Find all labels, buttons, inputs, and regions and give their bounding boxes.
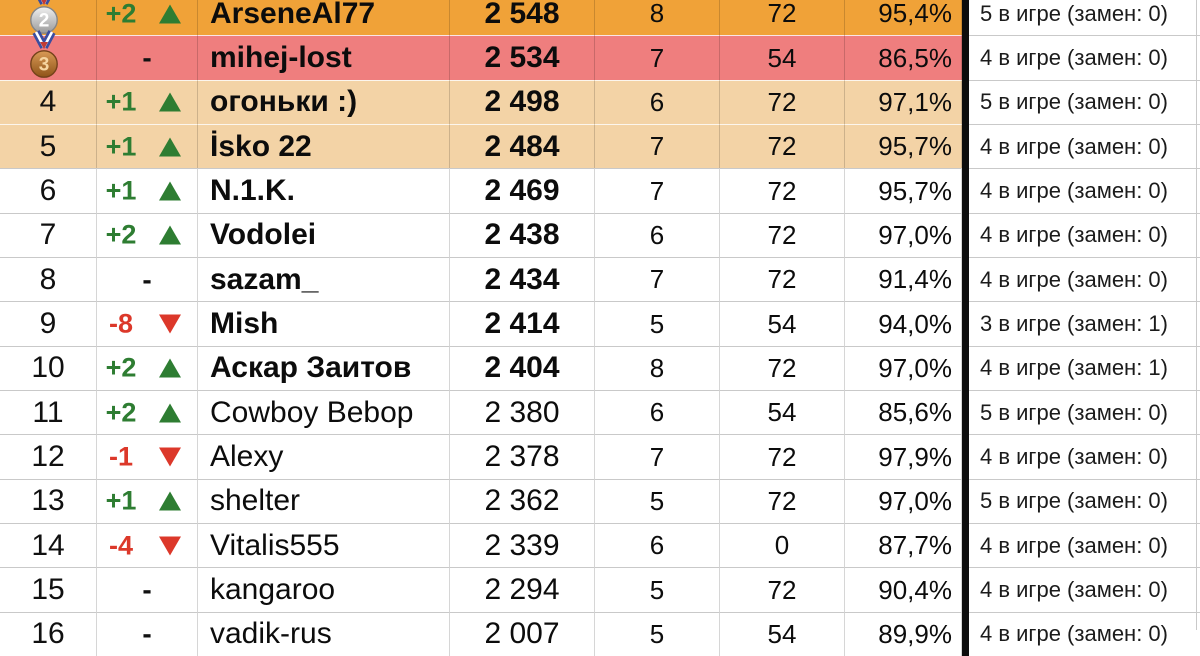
player-name[interactable] [198, 301, 450, 345]
percent-cell [845, 479, 962, 523]
games-value: 6 [649, 530, 665, 561]
percent-value: 85,6% [878, 397, 952, 428]
player-name[interactable] [198, 390, 450, 434]
points-cell [720, 124, 845, 168]
points-value: 72 [767, 86, 797, 117]
points-cell [720, 612, 845, 656]
table-row [0, 124, 1200, 168]
games-cell [595, 390, 720, 434]
player-name[interactable] [198, 0, 450, 35]
rank-change-value: +2 [105, 0, 137, 29]
rank-change-value: +1 [105, 485, 137, 516]
rating-cell [450, 479, 595, 523]
rank-number: 4 [39, 85, 57, 119]
percent-cell [845, 523, 962, 567]
status-cell [969, 479, 1200, 523]
percent-cell [845, 567, 962, 611]
rank-cell [0, 479, 97, 523]
rank-number: 14 [31, 528, 65, 562]
change-cell [97, 301, 198, 345]
status-text: 4 в игре (замен: 0) [980, 222, 1168, 248]
rank-cell [0, 612, 97, 656]
table-row [0, 0, 1200, 35]
rating-value: 2 414 [484, 307, 560, 341]
points-cell [720, 80, 845, 124]
points-value: 54 [767, 308, 797, 339]
percent-cell [845, 612, 962, 656]
table-row [0, 213, 1200, 257]
table-row [0, 390, 1200, 434]
status-cell [969, 567, 1200, 611]
no-change-dash: - [142, 574, 152, 606]
table-row [0, 80, 1200, 124]
table-row [0, 523, 1200, 567]
up-arrow-icon [159, 4, 181, 23]
rank-change-value: +1 [105, 131, 137, 162]
rank-cell [0, 523, 97, 567]
status-text: 4 в игре (замен: 0) [980, 621, 1168, 647]
up-arrow-icon [159, 137, 181, 156]
player-name[interactable] [198, 124, 450, 168]
points-value: 72 [767, 264, 797, 295]
status-cell [969, 35, 1200, 79]
player-name[interactable] [198, 346, 450, 390]
player-name-text: огоньки :) [210, 85, 358, 119]
rank-number: 7 [39, 218, 57, 252]
rank-number: 15 [31, 573, 65, 607]
change-cell [97, 124, 198, 168]
rank-change-value: -8 [108, 308, 133, 339]
percent-value: 97,9% [878, 441, 952, 472]
percent-value: 95,4% [878, 0, 952, 29]
table-row [0, 479, 1200, 523]
rating-value: 2 339 [484, 528, 560, 562]
rating-value: 2 498 [484, 85, 560, 119]
games-value: 6 [649, 397, 665, 428]
rank-cell [0, 168, 97, 212]
games-value: 7 [649, 175, 665, 206]
up-arrow-icon [159, 93, 181, 112]
table-row [0, 35, 1200, 79]
games-cell [595, 0, 720, 35]
status-text: 5 в игре (замен: 0) [980, 399, 1168, 425]
percent-cell [845, 301, 962, 345]
points-cell [720, 257, 845, 301]
percent-value: 87,7% [878, 530, 952, 561]
games-cell [595, 612, 720, 656]
percent-cell [845, 0, 962, 35]
rank-number: 10 [31, 351, 65, 385]
player-name-text: mihej-lost [210, 41, 352, 75]
points-value: 54 [767, 42, 797, 73]
rank-change-value: +2 [105, 219, 137, 250]
percent-cell [845, 257, 962, 301]
percent-cell [845, 213, 962, 257]
rating-cell [450, 168, 595, 212]
rating-cell [450, 612, 595, 656]
games-cell [595, 301, 720, 345]
vertical-black-divider [962, 0, 969, 630]
player-name-text: Vodolei [210, 218, 317, 252]
player-name-text: Mish [210, 307, 279, 341]
games-value: 6 [649, 86, 665, 117]
rank-cell [0, 390, 97, 434]
percent-cell [845, 346, 962, 390]
rating-cell [450, 346, 595, 390]
no-change-dash: - [142, 618, 152, 650]
points-cell [720, 168, 845, 212]
percent-value: 97,0% [878, 352, 952, 383]
rating-cell [450, 80, 595, 124]
player-name-text: ArseneAl77 [210, 0, 376, 30]
games-value: 5 [649, 485, 665, 516]
points-value: 72 [767, 0, 797, 29]
points-value: 72 [767, 485, 797, 516]
status-text: 4 в игре (замен: 0) [980, 444, 1168, 470]
medal-rank-number: 3 [38, 54, 50, 76]
percent-value: 97,0% [878, 219, 952, 250]
status-cell [969, 168, 1200, 212]
rating-cell [450, 434, 595, 478]
games-value: 8 [649, 352, 665, 383]
status-text: 4 в игре (замен: 0) [980, 45, 1168, 71]
percent-value: 97,1% [878, 86, 952, 117]
table-row [0, 567, 1200, 611]
games-cell [595, 523, 720, 567]
games-cell [595, 35, 720, 79]
status-cell [969, 612, 1200, 656]
player-name-text: shelter [210, 484, 301, 518]
points-cell [720, 434, 845, 478]
percent-value: 97,0% [878, 485, 952, 516]
games-cell [595, 346, 720, 390]
status-cell [969, 434, 1200, 478]
rating-cell [450, 213, 595, 257]
rank-change-value: +1 [105, 175, 137, 206]
points-value: 0 [774, 530, 790, 561]
rating-value: 2 469 [484, 174, 560, 208]
status-cell [969, 390, 1200, 434]
games-value: 8 [649, 0, 665, 29]
rank-cell [0, 124, 97, 168]
change-cell [97, 213, 198, 257]
rank-cell [0, 80, 97, 124]
status-text: 4 в игре (замен: 0) [980, 266, 1168, 292]
status-text: 3 в игре (замен: 1) [980, 311, 1168, 337]
points-value: 72 [767, 175, 797, 206]
change-cell [97, 80, 198, 124]
games-cell [595, 80, 720, 124]
games-value: 6 [649, 219, 665, 250]
table-row [0, 434, 1200, 478]
rating-cell [450, 0, 595, 35]
rank-number: 11 [32, 395, 64, 429]
player-name-text: sazam_ [210, 262, 319, 296]
percent-value: 94,0% [878, 308, 952, 339]
status-cell [969, 0, 1200, 35]
rating-cell [450, 35, 595, 79]
status-text: 4 в игре (замен: 1) [980, 355, 1168, 381]
games-value: 7 [649, 131, 665, 162]
rating-value: 2 438 [484, 218, 560, 252]
games-cell [595, 479, 720, 523]
rating-value: 2 484 [484, 129, 560, 163]
change-cell [97, 523, 198, 567]
change-cell [97, 257, 198, 301]
rank-number: 13 [31, 484, 65, 518]
status-text: 4 в игре (замен: 0) [980, 178, 1168, 204]
rank-cell [0, 434, 97, 478]
games-cell [595, 434, 720, 478]
rating-value: 2 534 [484, 41, 560, 75]
player-name-text: Alexy [210, 440, 284, 474]
status-cell [969, 301, 1200, 345]
player-name-text: N.1.K. [210, 174, 296, 208]
no-change-dash: - [142, 263, 152, 295]
player-name-text: Аскар Заитов [210, 351, 412, 385]
change-cell [97, 434, 198, 478]
status-cell [969, 346, 1200, 390]
games-value: 5 [649, 308, 665, 339]
table-row [0, 257, 1200, 301]
up-arrow-icon [159, 403, 181, 422]
rank-cell [0, 346, 97, 390]
percent-cell [845, 390, 962, 434]
rank-cell [0, 257, 97, 301]
player-name[interactable] [198, 213, 450, 257]
change-cell [97, 0, 198, 35]
points-cell [720, 0, 845, 35]
down-arrow-icon [159, 315, 181, 334]
points-value: 72 [767, 131, 797, 162]
rating-value: 2 434 [484, 262, 560, 296]
percent-cell [845, 80, 962, 124]
silver-medal-icon [27, 0, 61, 34]
up-arrow-icon [159, 182, 181, 201]
table-right-border [1196, 0, 1197, 630]
player-name[interactable] [198, 257, 450, 301]
games-cell [595, 168, 720, 212]
rank-change-value: +2 [105, 352, 137, 383]
rating-cell [450, 523, 595, 567]
player-name-text: Cowboy Bebop [210, 395, 414, 429]
player-name[interactable] [198, 479, 450, 523]
up-arrow-icon [159, 492, 181, 511]
percent-value: 86,5% [878, 42, 952, 73]
rank-cell [0, 0, 97, 35]
percent-cell [845, 168, 962, 212]
status-text: 5 в игре (замен: 0) [980, 0, 1168, 26]
player-name[interactable] [198, 523, 450, 567]
games-cell [595, 124, 720, 168]
rank-change-value: +1 [105, 86, 137, 117]
rating-value: 2 007 [484, 617, 560, 651]
player-name-text: Vitalis555 [210, 528, 340, 562]
status-text: 5 в игре (замен: 0) [980, 488, 1168, 514]
rank-cell [0, 213, 97, 257]
percent-cell [845, 35, 962, 79]
rating-cell [450, 257, 595, 301]
rank-number: 16 [31, 617, 65, 651]
change-cell [97, 479, 198, 523]
points-value: 54 [767, 618, 797, 649]
rank-cell [0, 567, 97, 611]
no-change-dash: - [142, 42, 152, 74]
points-cell [720, 301, 845, 345]
status-cell [969, 213, 1200, 257]
percent-value: 89,9% [878, 618, 952, 649]
rating-value: 2 380 [484, 395, 560, 429]
points-cell [720, 346, 845, 390]
change-cell [97, 168, 198, 212]
rank-change-value: -4 [108, 530, 133, 561]
games-value: 7 [649, 441, 665, 472]
player-name-text: İsko 22 [210, 129, 312, 163]
rank-change-value: +2 [105, 397, 137, 428]
rating-value: 2 378 [484, 440, 560, 474]
games-cell [595, 257, 720, 301]
games-cell [595, 213, 720, 257]
percent-value: 95,7% [878, 175, 952, 206]
rank-number: 5 [39, 129, 57, 163]
rank-number: 6 [39, 174, 57, 208]
rank-cell [0, 35, 97, 79]
change-cell [97, 346, 198, 390]
games-cell [595, 567, 720, 611]
table-row [0, 346, 1200, 390]
status-text: 5 в игре (замен: 0) [980, 89, 1168, 115]
status-text: 4 в игре (замен: 0) [980, 577, 1168, 603]
games-value: 7 [649, 42, 665, 73]
games-value: 7 [649, 264, 665, 295]
change-cell [97, 390, 198, 434]
rating-value: 2 404 [484, 351, 560, 385]
player-name[interactable] [198, 168, 450, 212]
points-cell [720, 35, 845, 79]
medal-rank-number: 2 [38, 10, 50, 32]
points-cell [720, 523, 845, 567]
player-name[interactable] [198, 80, 450, 124]
table-row [0, 168, 1200, 212]
rating-value: 2 548 [484, 0, 560, 30]
points-cell [720, 213, 845, 257]
down-arrow-icon [159, 536, 181, 555]
points-value: 54 [767, 397, 797, 428]
bronze-medal-icon [27, 34, 61, 78]
points-cell [720, 479, 845, 523]
change-cell [97, 35, 198, 79]
rating-cell [450, 567, 595, 611]
percent-cell [845, 124, 962, 168]
rating-cell [450, 301, 595, 345]
status-text: 4 в игре (замен: 0) [980, 133, 1168, 159]
percent-value: 90,4% [878, 574, 952, 605]
down-arrow-icon [159, 448, 181, 467]
change-cell [97, 612, 198, 656]
status-cell [969, 257, 1200, 301]
status-cell [969, 80, 1200, 124]
player-name-text: kangaroo [210, 573, 336, 607]
rating-value: 2 362 [484, 484, 560, 518]
percent-value: 91,4% [878, 264, 952, 295]
rank-number: 9 [39, 307, 57, 341]
player-name[interactable] [198, 567, 450, 611]
games-value: 5 [649, 618, 665, 649]
up-arrow-icon [159, 226, 181, 245]
points-cell [720, 567, 845, 611]
table-row [0, 301, 1200, 345]
points-cell [720, 390, 845, 434]
player-name[interactable] [198, 612, 450, 656]
rating-value: 2 294 [484, 573, 560, 607]
up-arrow-icon [159, 359, 181, 378]
status-cell [969, 124, 1200, 168]
change-cell [97, 567, 198, 611]
player-name[interactable] [198, 434, 450, 478]
rank-number: 12 [31, 440, 65, 474]
percent-value: 95,7% [878, 131, 952, 162]
points-value: 72 [767, 574, 797, 605]
rating-cell [450, 124, 595, 168]
rank-cell [0, 301, 97, 345]
player-name-text: vadik-rus [210, 617, 332, 651]
rating-cell [450, 390, 595, 434]
points-value: 72 [767, 352, 797, 383]
player-name[interactable] [198, 35, 450, 79]
points-value: 72 [767, 441, 797, 472]
percent-cell [845, 434, 962, 478]
games-value: 5 [649, 574, 665, 605]
table-row [0, 612, 1200, 656]
rank-change-value: -1 [108, 441, 133, 472]
points-value: 72 [767, 219, 797, 250]
status-cell [969, 523, 1200, 567]
status-text: 4 в игре (замен: 0) [980, 532, 1168, 558]
rank-number: 8 [39, 262, 57, 296]
